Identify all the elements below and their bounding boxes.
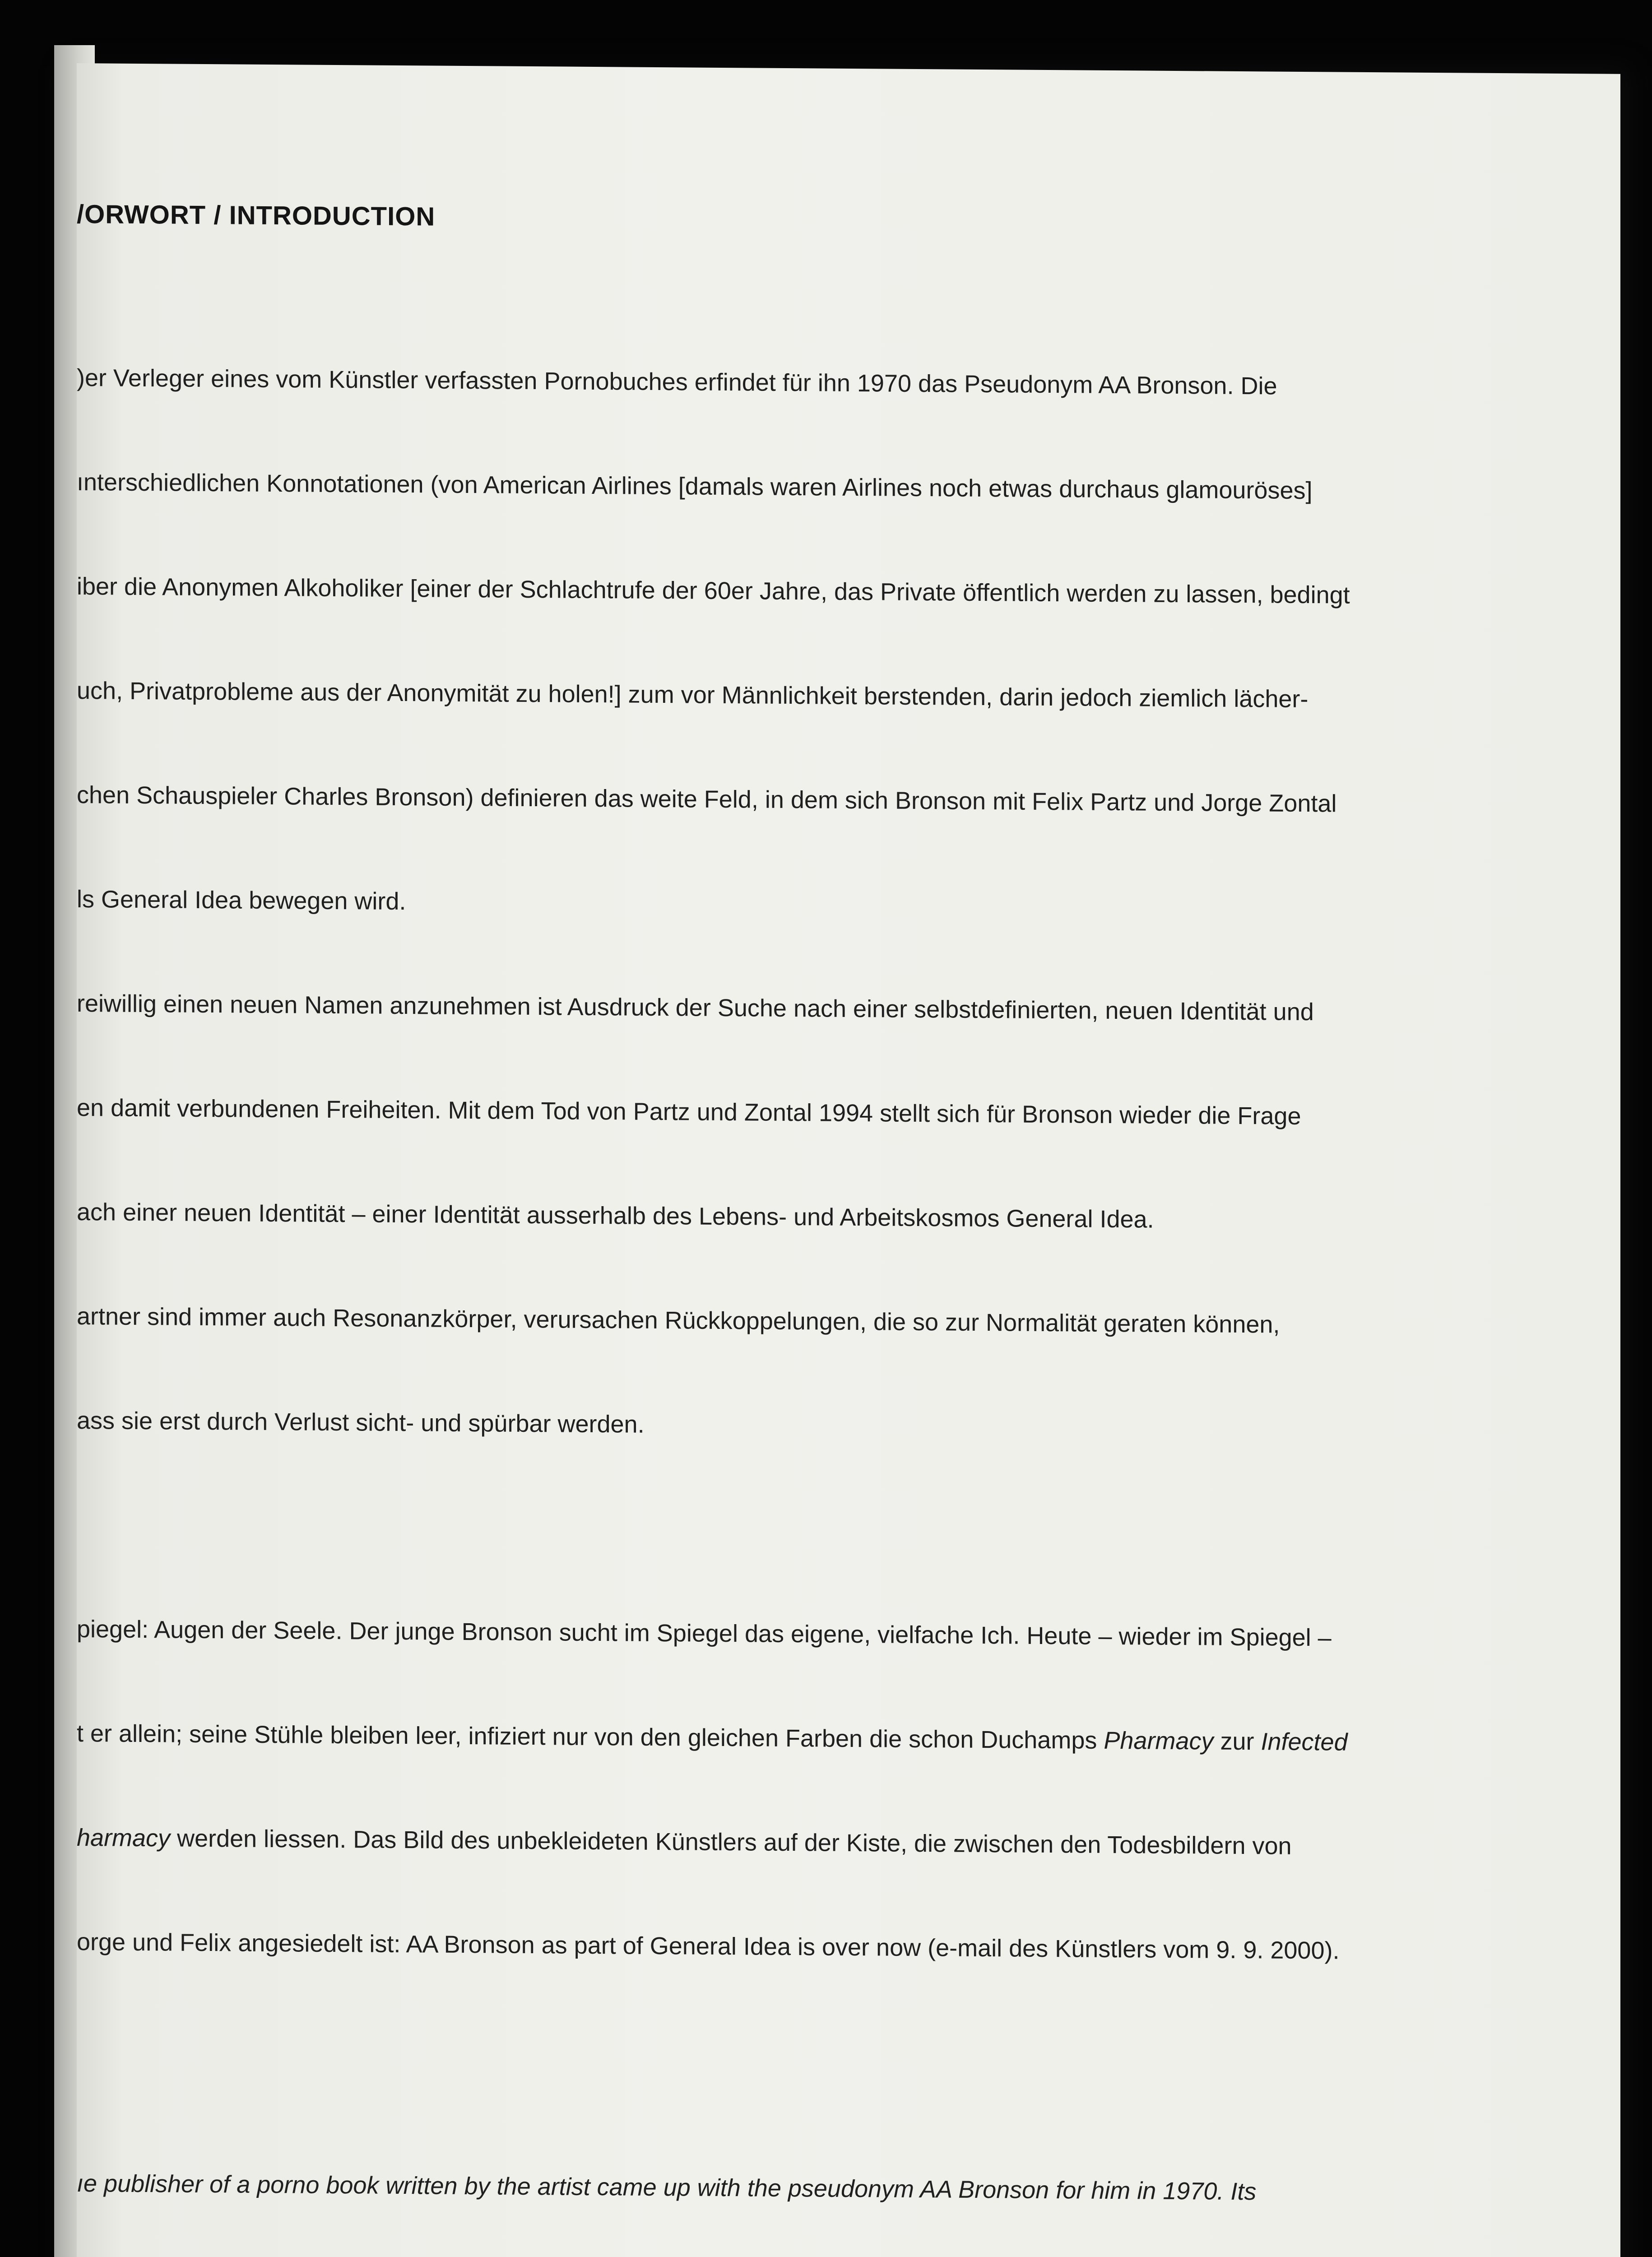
- text-line: ıe publisher of a porno book written by the artist came up with the pseudonym AA Bronson for him in 1970. Its: [77, 2170, 1257, 2206]
- italic-text: harmacy: [77, 1824, 171, 1852]
- italic-text: Pharmacy: [1104, 1727, 1214, 1755]
- text-line: )er Verleger eines vom Künstler verfassten Pornobuches erfindet für ihn 1970 das Pseudonym AA Bronson. Die: [77, 364, 1277, 400]
- text-segment: zur: [1213, 1728, 1261, 1755]
- text-segment: t er allein; seine Stühle bleiben leer, infiziert nur von den gleichen Farben die schon Duchamps: [77, 1720, 1104, 1754]
- text-segment: werden liessen. Das Bild des unbekleideten Künstlers auf der Kiste, die zwischen den Todesbildern von: [170, 1825, 1292, 1860]
- text-line: ass sie erst durch Verlust sicht- und spürbar werden.: [77, 1407, 645, 1438]
- german-paragraph-1: [77, 291, 1476, 1518]
- text-line: en damit verbundenen Freiheiten. Mit dem Tod von Partz und Zontal 1994 stellt sich für Bronson wieder die Frage: [77, 1094, 1301, 1130]
- page-content: [77, 185, 1476, 2257]
- text-line: iber die Anonymen Alkoholiker [einer der Schlachtrufe der 60er Jahre, das Private öffentlich werden zu lassen, bedingt: [77, 573, 1350, 609]
- text-line: chen Schauspieler Charles Bronson) definieren das weite Feld, in dem sich Bronson mit Felix Partz und Jorge Zontal: [77, 781, 1337, 817]
- italic-text: Infected: [1261, 1728, 1348, 1756]
- page-heading: /ORWORT / INTRODUCTION: [77, 200, 436, 232]
- text-line: artner sind immer auch Resonanzkörper, verursachen Rückkoppelungen, die so zur Normalität geraten können,: [77, 1303, 1280, 1338]
- text-line: orge und Felix angesiedelt ist: AA Bronson as part of General Idea is over now (e-mail des Künstlers vom 9. 9. 2000).: [77, 1928, 1340, 1964]
- text-line: [77, 1820, 1476, 1865]
- text-line: [77, 1716, 1476, 1761]
- text-line: reiwillig einen neuen Namen anzunehmen ist Ausdruck der Suche nach einer selbstdefinierten, neuen Identität und: [77, 990, 1314, 1026]
- text-line: ls General Idea bewegen wird.: [77, 886, 406, 915]
- text-line: ınterschiedlichen Konnotationen (von American Airlines [damals waren Airlines noch etwas durchaus glamouröses]: [77, 469, 1313, 505]
- text-line: ach einer neuen Identität – einer Identität ausserhalb des Lebens- und Arbeitskosmos General Idea.: [77, 1198, 1154, 1233]
- text-line: uch, Privatprobleme aus der Anonymität zu holen!] zum vor Männlichkeit berstenden, darin jedoch ziemlich lächer-: [77, 677, 1309, 713]
- german-paragraph-2: [77, 1542, 1476, 2039]
- book-page: [77, 63, 1620, 2257]
- english-paragraph-1: [77, 2097, 1476, 2257]
- text-line: piegel: Augen der Seele. Der junge Bronson sucht im Spiegel das eigene, vielfache Ich. Heute – wieder im Spiegel –: [77, 1616, 1332, 1652]
